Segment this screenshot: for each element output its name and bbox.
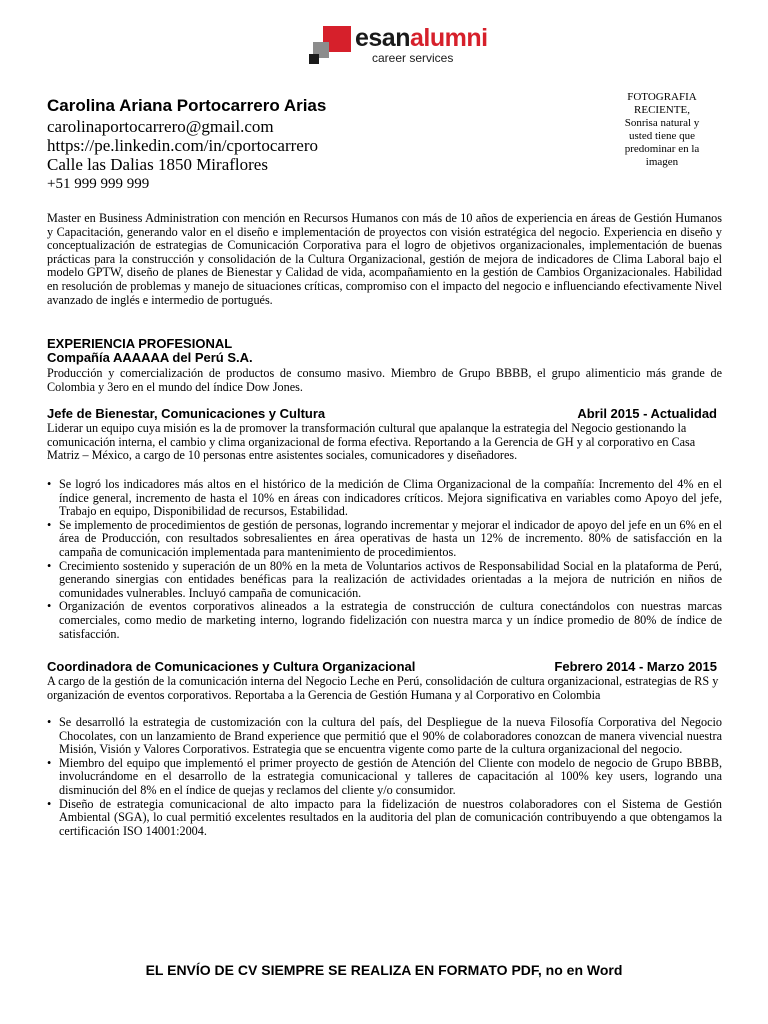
job-dates: Abril 2015 - Actualidad (577, 406, 717, 421)
job-dates: Febrero 2014 - Marzo 2015 (554, 659, 717, 674)
job-description: Liderar un equipo cuya misión es la de promover la transformación cultural que apalanque la estrategia del Negocio gestionando la comunicación interna, el cambio y clima organizacional de forma efectiva. Reportando a la Gerencia de GH y al corporativo en Casa Matriz – México, a cargo de 10 personas entre asistentes sociales, comunicadores y diseñadores. (47, 421, 696, 463)
company-name: Compañía AAAAAA del Perú S.A. (47, 350, 253, 365)
job-achievements-list (47, 716, 722, 838)
list-item: • Se logró los indicadores más altos en el histórico de la medición de Clima Organizacional de la compañía: Incremento del 4% en el índice general, incremento de hasta el 10% en áreas con indicadores críticos. Mejora significativa en variables como Apoyo del jefe, Trabajo en equipo, Disponibilidad de recursos, Estabilidad. (47, 478, 722, 519)
footer-note: EL ENVÍO DE CV SIEMPRE SE REALIZA EN FORMATO PDF, no en Word (145, 962, 623, 978)
esan-alumni-logo (309, 24, 488, 66)
logo-squares-icon (309, 26, 351, 66)
contact-phone: +51 999 999 999 (47, 176, 150, 192)
list-item: • Crecimiento sostenido y superación de un 80% en la meta de Voluntarios activos de Responsabilidad Social en la plataforma de Perú, generando sinergias con entidades benéficas para la realización de actividades orientadas a la mejora de nutrición en niños de comunidades vulnerables. Incluyó campaña de comunicación. (47, 560, 722, 601)
list-item: • Se implemento de procedimientos de gestión de personas, logrando incrementar y mejorar el indicador de apoyo del jefe en un 6% en el área de Producción, con resultados sobresalientes en área operativas de hasta un 12% de incremento. 80% de satisfacción en la campaña de comunicación implementada para mantenimiento de procedimientos. (47, 519, 722, 560)
list-item: • Se desarrolló la estrategia de customización con la cultura del país, del Despliegue de la nueva Filosofía Corporativa del Negocio Chocolates, con un lanzamiento de Brand experience que permitió que el 90% de colaboradores conozcan de manera vivencial nuestra Misión, Visión y Valores Corporativos. Estrategia que se encuentra vigente como parte de la cultura organizacional del negocio. (47, 716, 722, 757)
logo-brand-main: esan (355, 24, 410, 52)
list-item: • Organización de eventos corporativos alineados a la estrategia de construcción de cultura conectándolos con nuestras marcas comerciales, como medio de marketing interno, logrando fidelización con nuestra marca y un índice promedio de 80% de índice de satisfacción. (47, 600, 722, 641)
logo-dark-square (309, 54, 319, 64)
logo-subtitle: career services (372, 51, 454, 65)
job-achievements-list (47, 478, 722, 641)
logo-brand-accent: alumni (409, 24, 488, 52)
contact-email: carolinaportocarrero@gmail.com (47, 117, 274, 136)
job-description: A cargo de la gestión de la comunicación interna del Negocio Leche en Perú, consolidación de cultura organizacional, estrategias de RS y organización de eventos corporativos. Reportaba a la Gerencia de Gestión Humana y al Corporativo en Colombia (47, 674, 719, 702)
candidate-name: Carolina Ariana Portocarrero Arias (47, 96, 327, 115)
contact-address: Calle las Dalias 1850 Miraflores (47, 155, 268, 174)
list-item: • Diseño de estrategia comunicacional de alto impacto para la fidelización de nuestros colaboradores con el Sistema de Gestión Ambiental (SGA), lo cual permitió excelentes resultados en la auditoria del plan de comunicación contribuyendo a que obtengamos la certificación ISO 14001:2004. (47, 798, 722, 839)
job-title: Coordinadora de Comunicaciones y Cultura Organizacional (47, 659, 416, 674)
logo-wordmark (355, 24, 488, 53)
list-item: • Miembro del equipo que implementó el primer proyecto de gestión de Atención del Cliente con modelo de negocio de Grupo BBBB, involucrándome en el desarrollo de la estrategia comunicacional y talleres de capacitación al 100% key users, logrando una disminución del 8% en el índice de quejas y reclamos del cliente y/o consumidor. (47, 757, 722, 798)
photo-placeholder: FOTOGRAFIA RECIENTE, Sonrisa natural y usted tiene que predominar en la imagen (624, 91, 700, 168)
company-description: Producción y comercialización de productos de consumo masivo. Miembro de Grupo BBBB, el grupo alimenticio más grande de Colombia y 3ero en el mundo del índice Dow Jones. (47, 366, 722, 394)
professional-summary: Master en Business Administration con mención en Recursos Humanos con más de 10 años de experiencia en áreas de Gestión Humanos y Capacitación, generando valor en el diseño e implementación de proyectos con visión estratégica del negocio. Experiencia en diseño y conceptualización de estrategias de Comunicación Corporativa para el logro de objetivos organizacionales, implementación de buenas prácticas para la construcción y consolidación de la Cultura Organizacional, gestión de mejora de indicadores de Clima Laboral bajo el modelo GPTW, diseño de planes de Bienestar y Calidad de vida, acompañamiento en la gestión de Cambios Organizacionales. Habilidad en resolución de problemas y manejo de situaciones críticas, compromiso con el impacto del negocio e influenciando efectivamente Nivel avanzado de inglés e intermedio de portugués. (47, 211, 722, 307)
job-title: Jefe de Bienestar, Comunicaciones y Cultura (47, 406, 326, 421)
section-title-experience: EXPERIENCIA PROFESIONAL (47, 336, 233, 351)
contact-linkedin: https://pe.linkedin.com/in/cportocarrero (47, 136, 318, 155)
